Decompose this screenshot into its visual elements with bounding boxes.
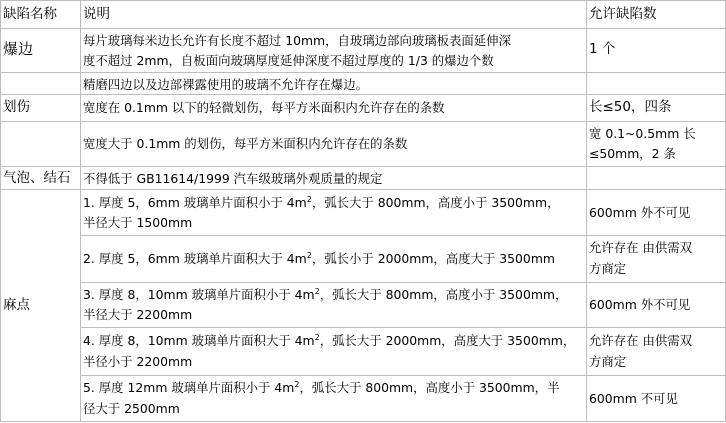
allowed-value: 600mm 不可见 <box>589 391 678 406</box>
grid-line <box>0 94 725 95</box>
allowed-value: 允许存在 由供需双 <box>589 240 693 255</box>
grid-line <box>0 421 725 422</box>
description-line: 每片玻璃每米边长允许有长度不超过 10mm，自玻璃边部向玻璃板表面延伸深 <box>83 33 511 48</box>
allowed-value: 允许存在 由供需双 <box>589 333 693 348</box>
defect-name-scratch: 划伤 <box>3 99 30 115</box>
grid-line <box>80 235 725 236</box>
grid-line <box>80 375 725 376</box>
grid-line <box>586 0 587 422</box>
description-line: 半径小于 2200mm <box>83 354 193 369</box>
grid-line <box>0 0 1 422</box>
description-line: 不得低于 GB11614/1999 汽车级玻璃外观质量的规定 <box>83 171 383 186</box>
allowed-value: 方商定 <box>589 261 627 276</box>
allowed-value: 长≤50，四条 <box>589 99 672 115</box>
allowed-value: 600mm 外不可见 <box>589 205 691 220</box>
grid-line <box>80 282 725 283</box>
defect-name-bubble-stone: 气泡、结石 <box>3 170 71 186</box>
header-defect-name: 缺陷名称 <box>3 6 57 22</box>
grid-line <box>0 28 725 29</box>
grid-line <box>80 0 81 422</box>
description-line: 2. 厚度 5，6mm 玻璃单片面积大于 $4m^2$，弧长小于 2000mm，高度大于 3500mm <box>83 251 555 266</box>
description-line: 3. 厚度 8，10mm 玻璃单片面积小于 $4m^2$，弧长大于 800mm，高度小于 3500mm， <box>83 287 568 302</box>
defect-name-pitting: 麻点 <box>3 297 30 313</box>
description-line: 精磨四边以及边部裸露使用的玻璃不允许存在爆边。 <box>83 77 368 92</box>
description-line: 1. 厚度 5，6mm 玻璃单片面积小于 $4m^2$，弧长大于 800mm，高度小于 3500mm， <box>83 195 560 210</box>
grid-line <box>0 121 725 122</box>
grid-line <box>0 0 725 1</box>
grid-line <box>0 166 725 167</box>
description-line: 半径大于 1500mm <box>83 215 193 230</box>
description-line: 半径大于 2200mm <box>83 307 193 322</box>
allowed-value: ≤50mm，2 条 <box>589 146 676 161</box>
description-line: 度不超过 2mm，自板面向玻璃厚度延伸深度不超过厚度的 1/3 的爆边个数 <box>83 53 494 68</box>
description-line: 4. 厚度 8，10mm 玻璃单片面积大于 $4m^2$，弧长大于 2000mm，高度大于 3500mm， <box>83 333 576 348</box>
description-line: 5. 厚度 12mm 玻璃单片面积小于 $4m^2$，弧长大于 800mm，高度小于 3500mm，半 <box>83 380 560 395</box>
description-line: 宽度大于 0.1mm 的划伤，每平方米面积内允许存在的条数 <box>83 136 408 151</box>
description-line: 宽度在 0.1mm 以下的轻微划伤，每平方米面积内允许存在的条数 <box>83 100 445 115</box>
allowed-value: 方商定 <box>589 354 627 369</box>
grid-line <box>0 72 725 73</box>
grid-line <box>80 327 725 328</box>
allowed-value: 宽 0.1~0.5mm 长 <box>589 126 696 141</box>
allowed-value: 1 个 <box>589 41 616 57</box>
defect-name-edge-chip: 爆边 <box>3 40 34 58</box>
description-line: 径大于 2500mm <box>83 401 180 416</box>
header-allowed-count: 允许缺陷数 <box>589 6 657 22</box>
allowed-value: 600mm 外不可见 <box>589 297 691 312</box>
grid-line <box>0 189 725 190</box>
header-description: 说明 <box>83 6 110 22</box>
